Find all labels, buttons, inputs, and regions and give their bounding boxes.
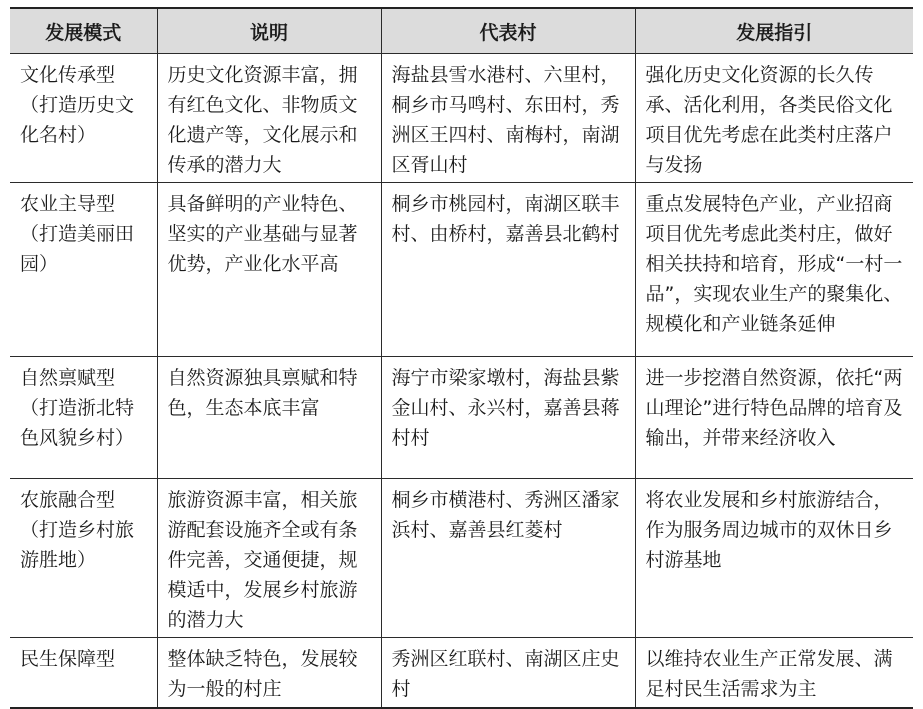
cell-description: 整体缺乏特色，发展较为一般的村庄: [157, 638, 381, 708]
table-row: [10, 183, 913, 357]
cell-mode: 自然禀赋型 （打造浙北特 色风貌乡村）: [10, 357, 157, 479]
table-row: [10, 357, 913, 479]
cell-villages: 海盐县雪水港村、六里村，桐乡市马鸣村、东田村，秀洲区王四村、南梅村，南湖区胥山村: [381, 54, 635, 183]
table-row: [10, 479, 913, 638]
cell-mode: 农旅融合型 （打造乡村旅 游胜地）: [10, 479, 157, 638]
cell-villages: 桐乡市横港村、秀洲区潘家浜村、嘉善县红菱村: [381, 479, 635, 638]
cell-mode: 文化传承型 （打造历史文 化名村）: [10, 54, 157, 183]
table-row: [10, 638, 913, 708]
cell-guidance: 进一步挖潜自然资源，依托“两山理论”进行特色品牌的培育及输出，并带来经济收入: [635, 357, 913, 479]
development-mode-table-container: [10, 7, 913, 709]
cell-description: 历史文化资源丰富，拥有红色文化、非物质文化遗产等，文化展示和传承的潜力大: [157, 54, 381, 183]
header-guidance: 发展指引: [635, 8, 913, 54]
cell-guidance: 重点发展特色产业，产业招商项目优先考虑此类村庄，做好相关扶持和培育，形成“一村一品”，实现农业生产的聚集化、规模化和产业链条延伸: [635, 183, 913, 357]
cell-description: 旅游资源丰富，相关旅游配套设施齐全或有条件完善，交通便捷，规模适中，发展乡村旅游的潜力大: [157, 479, 381, 638]
table-row: [10, 54, 913, 183]
cell-description: 自然资源独具禀赋和特色，生态本底丰富: [157, 357, 381, 479]
cell-villages: 海宁市梁家墩村，海盐县紫金山村、永兴村，嘉善县蒋村村: [381, 357, 635, 479]
cell-guidance: 以维持农业生产正常发展、满足村民生活需求为主: [635, 638, 913, 708]
header-description: 说明: [157, 8, 381, 54]
cell-description: 具备鲜明的产业特色、坚实的产业基础与显著优势，产业化水平高: [157, 183, 381, 357]
cell-villages: 桐乡市桃园村，南湖区联丰村、由桥村，嘉善县北鹤村: [381, 183, 635, 357]
table-header-row: [10, 8, 913, 54]
cell-guidance: 将农业发展和乡村旅游结合，作为服务周边城市的双休日乡村游基地: [635, 479, 913, 638]
cell-villages: 秀洲区红联村、南湖区庄史村: [381, 638, 635, 708]
cell-guidance: 强化历史文化资源的长久传承、活化利用，各类民俗文化项目优先考虑在此类村庄落户与发扬: [635, 54, 913, 183]
header-mode: 发展模式: [10, 8, 157, 54]
cell-mode: 农业主导型 （打造美丽田 园）: [10, 183, 157, 357]
cell-mode: 民生保障型: [10, 638, 157, 708]
header-villages: 代表村: [381, 8, 635, 54]
development-mode-table: [10, 7, 913, 709]
